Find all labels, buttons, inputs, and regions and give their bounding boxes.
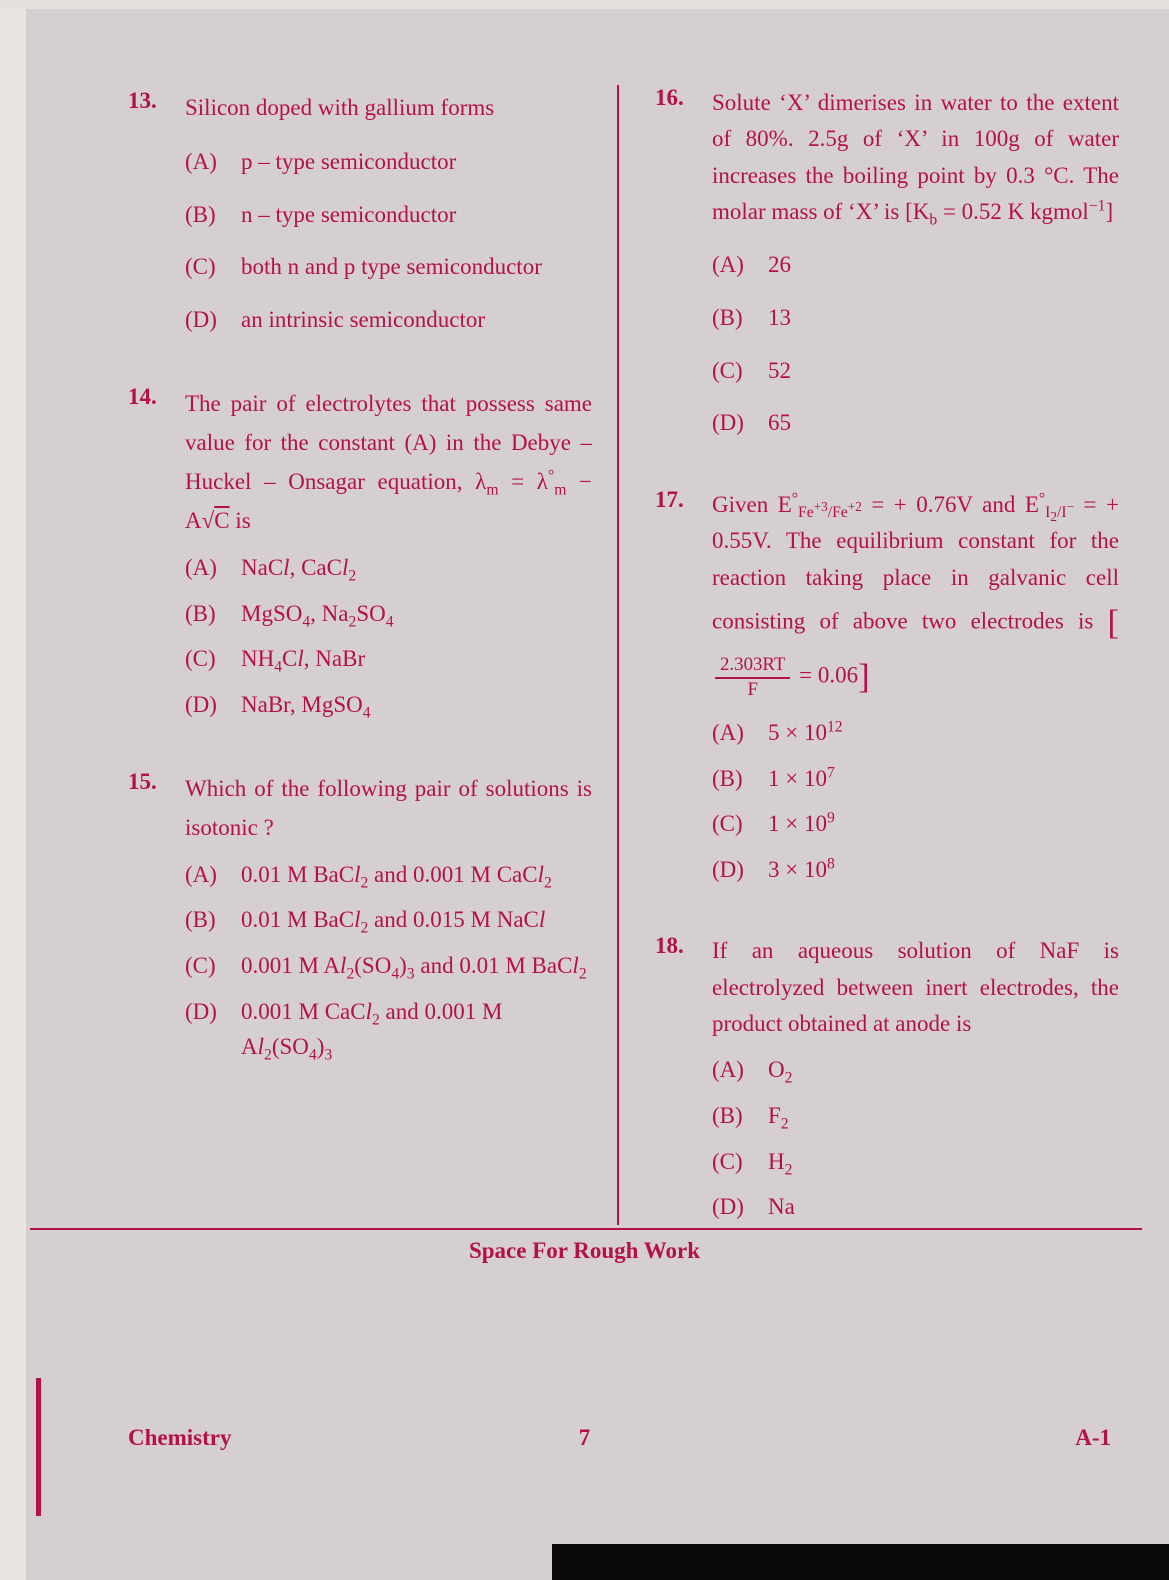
option-text: 0.001 M $Al_2(SO_4)_3$ and 0.01 M BaCl$_2$	[241, 953, 587, 983]
option-label: (A)	[712, 252, 744, 278]
option-text: n – type semiconductor	[241, 201, 457, 227]
option-label: (B)	[185, 907, 216, 933]
option-row	[185, 596, 592, 632]
option-label: (B)	[185, 600, 216, 626]
footer-subject-label: Chemistry	[128, 1425, 232, 1450]
option-text: 0.001 M CaCl$_2$ and 0.001 M $Al_2(SO_4)_3$	[241, 998, 503, 1064]
footer-page-number: 7	[578, 1425, 591, 1450]
option-label: (A)	[185, 555, 217, 581]
options-list	[185, 144, 592, 338]
question-number: 18.	[655, 933, 684, 959]
option-row	[712, 300, 1119, 336]
footer-set-code: A-1	[1075, 1425, 1111, 1450]
option-text: 13	[768, 304, 791, 330]
option-row	[185, 144, 592, 180]
options-list	[185, 857, 592, 1065]
option-text: $1 \times 10^9$	[768, 809, 835, 837]
option-label: (D)	[712, 856, 744, 882]
option-label: (C)	[712, 811, 743, 837]
option-text: an intrinsic semiconductor	[241, 307, 485, 333]
option-label: (D)	[712, 1194, 744, 1220]
option-label: (A)	[712, 1057, 744, 1083]
option-text: 0.01 M BaCl$_2$ and 0.001 M CaCl$_2$	[241, 861, 552, 892]
option-text: NaCl, CaCl$_2$	[241, 555, 357, 585]
option-row	[712, 353, 1119, 389]
option-row	[185, 249, 592, 285]
option-label: (C)	[185, 953, 216, 979]
option-label: (A)	[185, 149, 217, 175]
option-label: (A)	[185, 861, 217, 887]
option-text: $5 \times 10^{12}$	[768, 718, 843, 745]
option-text: $1 \times 10^7$	[768, 763, 835, 791]
options-list	[712, 1052, 1119, 1225]
option-row	[712, 1144, 1119, 1180]
option-text: MgSO$_4$, $Na_2SO_4$	[241, 600, 394, 631]
question-number: 13.	[128, 88, 157, 113]
left-column	[128, 88, 592, 1065]
option-row	[712, 715, 1119, 751]
question-text: Silicon doped with gallium forms	[185, 95, 495, 120]
option-text: $NH_4Cl$, NaBr	[241, 646, 366, 676]
page-top-edge	[0, 0, 1169, 9]
option-text: $F_2$	[768, 1103, 789, 1133]
option-label: (B)	[712, 304, 743, 330]
question-text: If an aqueous solution of NaF is electrolyzed between inert electrodes, the product obtained at anode is	[712, 938, 1119, 1037]
option-text: $3 \times 10^8$	[768, 855, 835, 882]
option-row	[712, 1098, 1119, 1134]
option-row	[712, 1189, 1119, 1225]
option-text: $H_2$	[768, 1148, 793, 1179]
option-label: (B)	[712, 765, 743, 791]
question-17	[655, 487, 1119, 888]
option-row	[712, 852, 1119, 888]
scan-artifact-bar	[552, 1544, 1169, 1580]
question-text: Solute ‘X’ dimerises in water to the extent of 80%. 2.5g of ‘X’ in 100g of water increases the boiling point by 0.3 °C. The molar mass of ‘X’ is [$K_b = 0.52$ K kgmol$^{-1}$]	[712, 90, 1119, 229]
option-text: both n and p type semiconductor	[241, 254, 542, 280]
option-row	[712, 761, 1119, 797]
question-text: Given $E^\circ_{Fe^{+3}/Fe^{+2}}$ = + 0.76V and $E^\circ_{I_2/I^-}$ = + 0.55V. The equilibrium constant for the reaction taking place in galvanic cell consisting of above two electrodes is [ $\frac{2.303RT}{F}$ = 0.06]	[712, 490, 1119, 700]
option-row	[185, 948, 592, 984]
option-label: (C)	[712, 1148, 743, 1174]
option-text: 26	[768, 252, 791, 278]
question-number: 17.	[655, 486, 684, 512]
question-15	[128, 769, 592, 1065]
option-row	[185, 197, 592, 233]
column-divider-line	[617, 85, 619, 1225]
question-text: Which of the following pair of solutions is isotonic ?	[185, 775, 592, 840]
question-number: 14.	[128, 383, 157, 409]
option-label: (A)	[712, 719, 744, 745]
option-row	[185, 687, 592, 723]
question-number: 15.	[128, 768, 157, 794]
option-row	[712, 806, 1119, 842]
question-14	[128, 384, 592, 723]
question-text: The pair of electrolytes that possess same value for the constant (A) in the Debye – Huckel – Onsagar equation, $\lambda_m = \lambda^\circ_m - A√C$ is	[185, 390, 592, 533]
option-label: (C)	[712, 357, 743, 383]
question-18	[655, 933, 1119, 1225]
option-text: p – type semiconductor	[241, 149, 457, 175]
options-list	[185, 550, 592, 723]
option-row	[185, 902, 592, 938]
question-number: 16.	[655, 85, 684, 110]
page-edge-highlight	[0, 0, 26, 1580]
rough-work-label: Space For Rough Work	[468, 1238, 701, 1263]
option-label: (B)	[712, 1103, 743, 1129]
option-text: NaBr, MgSO$_4$	[241, 691, 371, 722]
option-row	[712, 247, 1119, 283]
option-label: (D)	[185, 998, 217, 1024]
option-row	[185, 302, 592, 338]
option-row	[185, 550, 592, 586]
rough-work-divider-line	[30, 1228, 1142, 1230]
option-row	[712, 1052, 1119, 1088]
options-list	[712, 715, 1119, 888]
option-row	[712, 405, 1119, 441]
option-text: $O_2$	[768, 1057, 793, 1087]
option-label: (C)	[185, 646, 216, 672]
option-text: Na	[768, 1194, 795, 1220]
option-row	[185, 994, 592, 1065]
option-text: 65	[768, 410, 791, 436]
option-label: (B)	[185, 201, 216, 227]
option-row	[185, 857, 592, 893]
option-text: 0.01 M BaCl$_2$ and 0.015 M NaCl	[241, 907, 546, 938]
question-16	[655, 85, 1119, 441]
option-label: (D)	[185, 691, 217, 717]
option-row	[185, 641, 592, 677]
option-label: (D)	[712, 410, 744, 436]
options-list	[712, 247, 1119, 441]
question-13	[128, 88, 592, 338]
right-column	[655, 85, 1119, 1225]
option-label: (C)	[185, 254, 216, 280]
option-label: (D)	[185, 307, 217, 333]
option-text: 52	[768, 357, 791, 383]
